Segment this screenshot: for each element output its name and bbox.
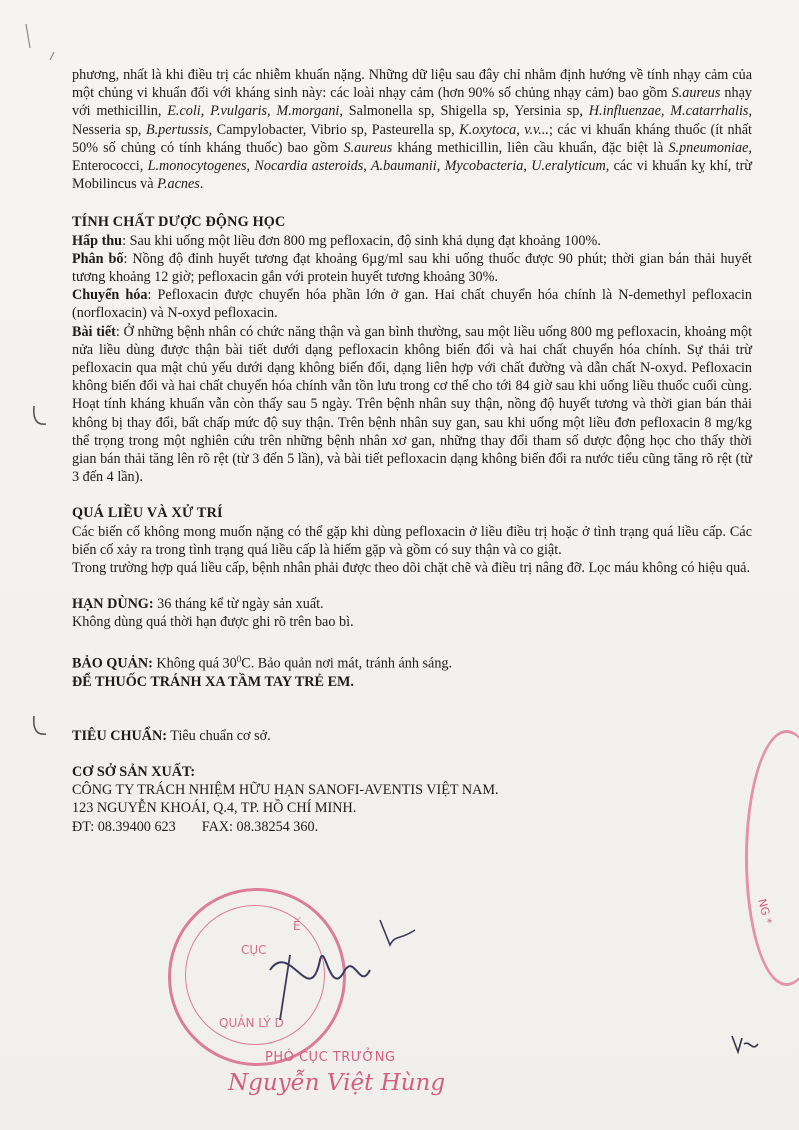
overdose-paragraph-1: Các biến cố không mong muốn nặng có thể gặp khi dùng pefloxacin ở liều điều trị hoặc ở tình trạng quá liều cấp. Các biến cố xảy ra trong tình trạng quá liều cấp là hiếm gặp và gồm có suy thận và co giật. [72, 523, 752, 558]
margin-bracket-mark-2 [30, 712, 50, 742]
storage-line: BẢO QUẢN: Không quá $30^0C$. Bảo quản nơi mát, tránh ánh sáng. [72, 653, 453, 672]
distribution-paragraph: Phân bố: Nồng độ đỉnh huyết tương đạt khoảng 6µg/ml sau khi uống thuốc được 90 phút; thời gian bán thải huyết tương khoảng 12 giờ; pefloxacin gắn với protein huyết tương khoảng 30%. [72, 250, 752, 286]
signatory-name: Nguyễn Việt Hùng [228, 1070, 446, 1096]
metabolism-paragraph: Chuyển hóa: Pefloxacin được chuyển hóa phần lớn ở gan. Hai chất chuyển hóa chính là N-demethyl pefloxacin (norfloxacin) và N-oxyd pefloxacin. [72, 287, 752, 322]
margin-bracket-mark-1 [30, 402, 50, 432]
manufacturer-name: CÔNG TY TRÁCH NHIỆM HỮU HẠN SANOFI-AVENTIS VIỆT NAM. [72, 782, 499, 799]
susceptibility-paragraph: phương, nhất là khi điều trị các nhiễm khuẩn nặng. Những dữ liệu sau đây chỉ nhằm định hướng về tính nhạy cảm của một chủng vi khuẩn đối với kháng sinh này: các loài nhạy cảm (hơn 90% số chủng nhạy cảm) bao gồm S.aureus nhạy với methicillin, E.coli, P.vulgaris, M.morgani, Salmonella sp, Shigella sp, Yersinia sp, H.influenzae, M.catarrhalis, Nesseria sp, B.pertussis, Campylobacter, Vibrio sp, Pasteurella sp, K.oxytoca, v.v...; các vi khuẩn kháng thuốc (ít nhất 50% số chủng có tính kháng thuốc) bao gồm S.aureus kháng methicillin, liên cầu khuẩn, đặc biệt là S.pneumoniae, Enterococci, L.monocytogenes, Nocardia asteroids, A.baumanii, Mycobacteria, U.eralyticum, các vi khuẩn kỵ khí, trừ Mobilincus và P.acnes. [72, 67, 753, 193]
document-body [72, 66, 752, 836]
stamp-text-side: Ế [293, 919, 301, 933]
overdose-paragraph-2: Trong trường hợp quá liều cấp, bệnh nhân phải được theo dõi chặt chẽ và điều trị nâng đỡ. Lọc máu không có hiệu quả. [72, 560, 751, 577]
overdose-heading: QUÁ LIỀU VÀ XỬ TRÍ [72, 505, 223, 522]
expiry-note: Không dùng quá thời hạn được ghi rõ trên bao bì. [72, 614, 354, 631]
expiry-line: HẠN DÙNG: 36 tháng kể từ ngày sản xuất. [72, 596, 324, 613]
signatory-title: PHÓ CỤC TRƯỞNG [265, 1050, 396, 1065]
absorption-paragraph: Hấp thu: Sau khi uống một liều đơn 800 mg pefloxacin, độ sinh khả dụng đạt khoảng 100%. [72, 232, 601, 249]
excretion-paragraph: Bài tiết: Ở những bệnh nhân có chức năng thận và gan bình thường, sau một liều uống 800 mg pefloxacin, khoảng một nửa liều dùng được thận bài tiết dưới dạng pefloxacin không biến đổi và hai chất chuyển hóa chính. Sự thải trừ pefloxacin qua mật chủ yếu dưới dạng không biến đổi, dạng liên hợp với chất đường và dẫn chất N-oxyd. Pefloxacin không biến đổi và hai chất chuyển hóa chính vẫn tồn lưu trong cơ thể cho tới 84 giờ sau khi uống liều thuốc cuối cùng. Hoạt tính kháng khuẩn vẫn còn thấy sau 5 ngày. Trên bệnh nhân suy thận, nồng độ huyết tương và thời gian bán thải không bị thay đổi, bất chấp mức độ suy thận. Trên bệnh nhân suy gan, sau khi uống một liều đơn pefloxacin 8 mg/kg thể trọng trong một nghiên cứu trên những bệnh nhân xơ gan, những thay đổi tham số dược động học cho thấy thời gian bán thải tăng lên rõ rệt (từ 3 đến 5 lần), và bài tiết pefloxacin dạng không biến đổi ra nước tiểu cũng tăng rõ rệt (từ 3 đến 4 lần). [72, 323, 753, 486]
initials-mark [728, 1030, 764, 1060]
child-warning: ĐỂ THUỐC TRÁNH XA TẦM TAY TRẺ EM. [72, 673, 354, 690]
manufacturer-address: 123 NGUYỄN KHOÁI, Q.4, TP. HỒ CHÍ MINH. [72, 800, 357, 817]
stamp-text-bottom: QUẢN LÝ D [219, 1016, 284, 1030]
pharmacokinetics-heading: TÍNH CHẤT DƯỢC ĐỘNG HỌC [72, 214, 286, 231]
standard-line: TIÊU CHUẨN: Tiêu chuẩn cơ sở. [72, 727, 271, 744]
manufacturer-contact: ĐT: 08.39400 623 FAX: 08.38254 360. [72, 818, 319, 835]
stamp-text-top: CỤC [241, 943, 267, 957]
margin-tick-top [20, 20, 60, 60]
handwritten-signature [250, 900, 450, 1040]
edge-stamp-text: NG * [755, 897, 775, 926]
manufacturer-heading: CƠ SỞ SẢN XUẤT: [72, 764, 196, 781]
edge-stamp-fragment [745, 730, 799, 986]
